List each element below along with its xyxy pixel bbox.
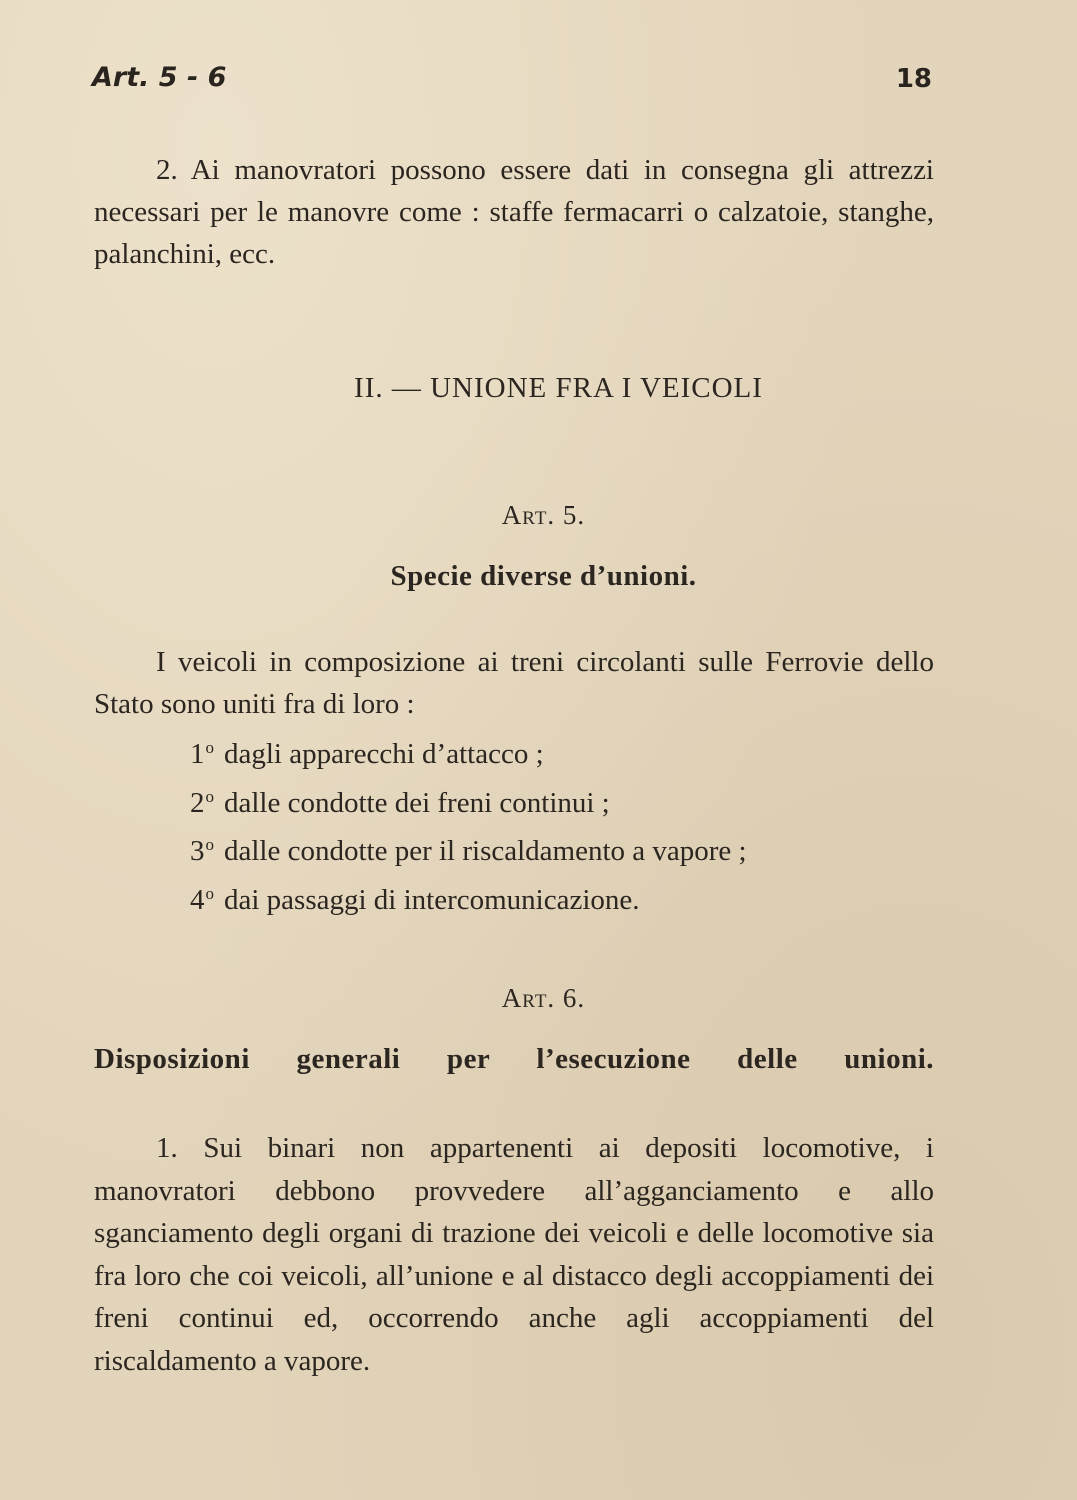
list-item-number: 4 [190,883,205,916]
section-title: II. — UNIONE FRA I VEICOLI [354,372,763,404]
list-item-text: dagli apparecchi d’attacco ; [224,738,544,770]
article-5-list [190,727,935,921]
list-item-number: 2 [190,786,205,819]
list-item [190,824,935,873]
list-item-text: dalle condotte per il riscaldamento a vapore ; [224,835,747,867]
list-item-text: dalle condotte dei freni continui ; [224,786,610,819]
list-item [190,776,935,825]
page-number: 18 [895,64,932,94]
list-item-number: 1 [190,738,205,770]
article-6-paragraph-text: 1. Sui binari non appartenenti ai depositi locomotive, i manovratori debbono provvedere all’agganciamento e allo sganciamento degli organi di trazione dei veicoli e delle locomotive sia fra loro che coi veicoli, all’unione e al distacco degli accoppiamenti dei freni continui ed, occorrendo anche agli accoppiamenti del riscaldamento a vapore. [94,1132,934,1377]
ordinal-marker: o [205,835,214,854]
article-5-title: Specie diverse d’unioni. [390,560,697,592]
article-5-heading: Art. 5. [501,500,586,530]
article-6-title: Disposizioni generali per l’esecuzione delle unioni. [94,1043,934,1075]
list-item-number: 3 [190,835,205,867]
list-item [190,727,935,776]
article-6-heading: Art. 6. [501,983,586,1013]
ordinal-marker: o [205,883,214,903]
paragraph-equipment [94,149,934,275]
article-5-intro [94,641,934,725]
running-header-articles: Art. 5 - 6 [92,62,227,93]
article-5-intro-text: I veicoli in composizione ai treni circolanti sulle Ferrovie dello Stato sono uniti fra di loro : [94,646,934,720]
list-item [190,873,935,922]
ordinal-marker: o [205,738,214,757]
article-6-paragraph [94,1127,934,1382]
paragraph-equipment-text: 2. Ai manovratori possono essere dati in consegna gli attrezzi necessari per le manovre come : staffe fermacarri o calzatoie, stanghe, palanchini, ecc. [94,154,934,270]
ordinal-marker: o [205,786,214,806]
list-item-text: dai passaggi di intercomunicazione. [224,883,640,916]
